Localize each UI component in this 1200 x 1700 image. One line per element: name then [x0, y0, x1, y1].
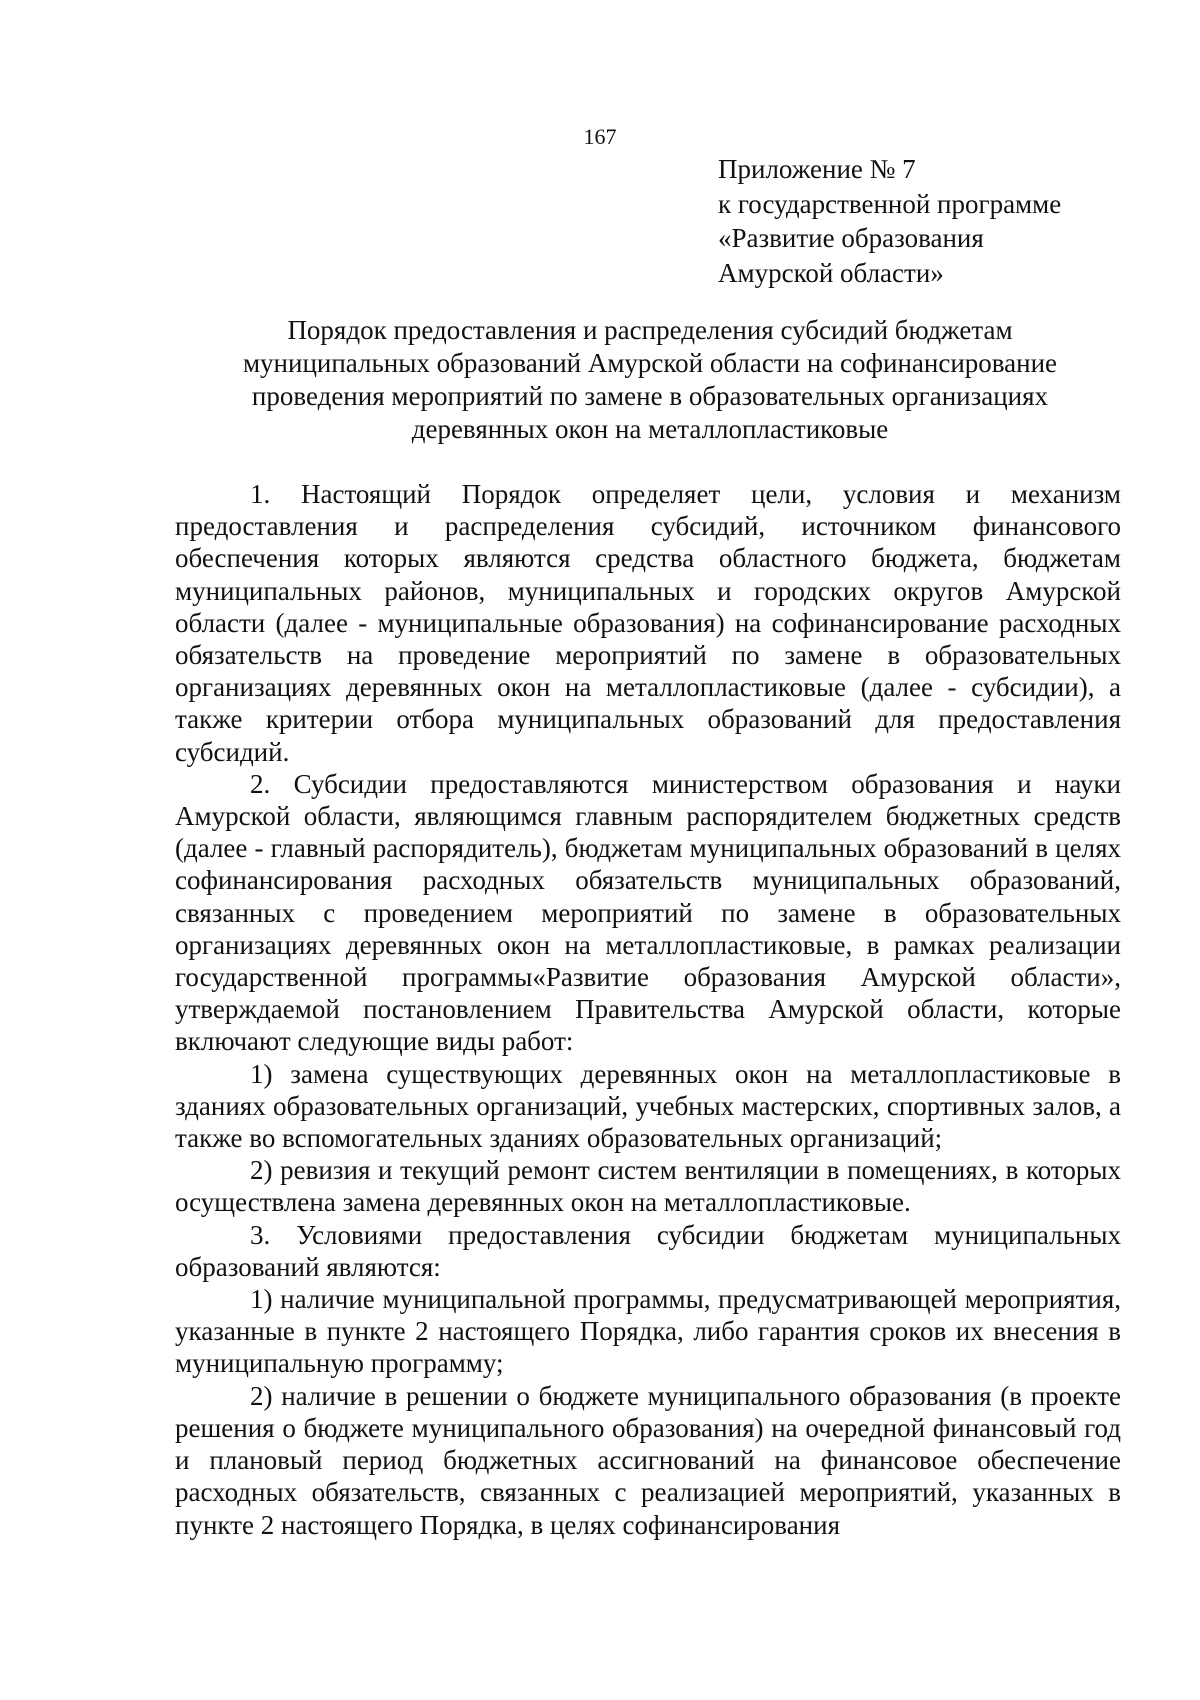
paragraph-2: 2. Субсидии предоставляются министерством образования и науки Амурской области, являющимся главным распорядителем бюджетных средств (далее - главный распорядитель), бюджетам муниципальных образований в целях софинансирования расходных обязательств муниципальных образований, связанных с проведением мероприятий по замене в образовательных организациях деревянных окон на металлопластиковые, в рамках реализации государственной программы«Развитие образования Амурской области», утверждаемой постановлением Правительства Амурской области, которые включают следующие виды работ:	[175, 768, 1121, 1057]
document-body	[175, 478, 1121, 1541]
title-line: Порядок предоставления и распределения субсидий бюджетам	[287, 315, 1013, 345]
paragraph-3: 3. Условиями предоставления субсидии бюджетам муниципальных образований являются:	[175, 1219, 1121, 1282]
appendix-header	[718, 152, 1158, 290]
appendix-line: «Развитие образования	[718, 223, 984, 253]
document-title	[175, 314, 1125, 446]
appendix-line: Амурской области»	[718, 257, 944, 288]
paragraph-2-item-2: 2) ревизия и текущий ремонт систем вентиляции в помещениях, в которых осуществлена замена деревянных окон на металлопластиковые.	[175, 1155, 1121, 1218]
paragraph-2-item-1: 1) замена существующих деревянных окон на металлопластиковые в зданиях образовательных организаций, учебных мастерских, спортивных залов, а также во вспомогательных зданиях образовательных организаций;	[175, 1058, 1121, 1154]
page-number: 167	[583, 124, 617, 149]
title-line: деревянных окон на металлопластиковые	[411, 414, 889, 444]
title-line: проведения мероприятий по замене в образовательных организациях	[251, 381, 1049, 411]
appendix-line: Приложение № 7	[718, 154, 916, 184]
paragraph-3-item-2: 2) наличие в решении о бюджете муниципального образования (в проекте решения о бюджете муниципального образования) на очередной финансовый год и плановый период бюджетных ассигнований на финансовое обеспечение расходных обязательств, связанных с реализацией мероприятий, указанных в пункте 2 настоящего Порядка, в целях софинансирования	[175, 1380, 1121, 1540]
appendix-line: к государственной программе	[718, 188, 1062, 219]
title-line: муниципальных образований Амурской области на софинансирование	[242, 348, 1058, 378]
paragraph-1: 1. Настоящий Порядок определяет цели, условия и механизм предоставления и распределения субсидий, источником финансового обеспечения которых являются средства областного бюджета, бюджетам муниципальных районов, муниципальных и городских округов Амурской области (далее - муниципальные образования) на софинансирование расходных обязательств на проведение мероприятий по замене в образовательных организациях деревянных окон на металлопластиковые (далее - субсидии), а также критерии отбора муниципальных образований для предоставления субсидий.	[175, 479, 1121, 767]
paragraph-3-item-1: 1) наличие муниципальной программы, предусматривающей мероприятия, указанные в пункте 2 настоящего Порядка, либо гарантия сроков их внесения в муниципальную программу;	[175, 1284, 1121, 1379]
